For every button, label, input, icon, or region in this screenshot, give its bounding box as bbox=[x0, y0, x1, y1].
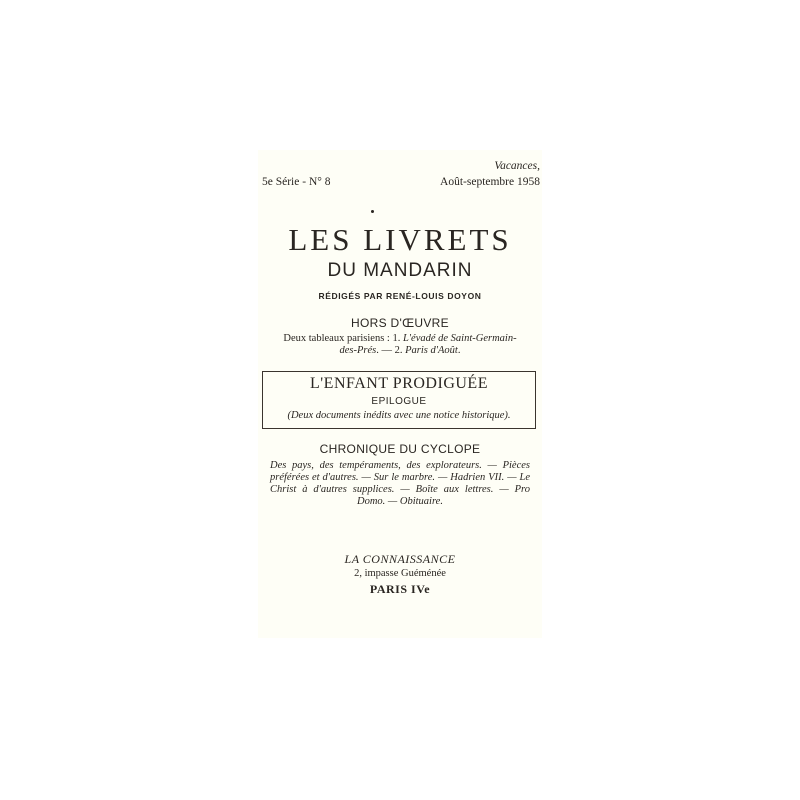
hors-oeuvre-period: . bbox=[457, 345, 461, 356]
book-cover bbox=[258, 150, 542, 638]
feature-box bbox=[262, 371, 536, 429]
hors-oeuvre-title-1-end: des-Prés bbox=[339, 345, 377, 356]
sub-title: DU MANDARIN bbox=[327, 260, 473, 281]
chronique-text: Des pays, des tempéraments, des explorateurs. — Pièces préférées et d'autres. — Sur le marbre. — Hadrien VII. — Le Christ à d'autres supplices. — Boîte aux lettres. — Pro Domo. — Obituaire. bbox=[270, 460, 530, 507]
publisher-address: 2, impasse Guéménée bbox=[354, 568, 446, 579]
hors-oeuvre-line-1 bbox=[258, 333, 542, 345]
publisher-city: PARIS IVe bbox=[369, 582, 431, 596]
feature-title: L'ENFANT PRODIGUÉE bbox=[310, 375, 488, 392]
issue-date: Août-septembre 1958 bbox=[440, 176, 540, 188]
hors-oeuvre-line-2 bbox=[258, 345, 542, 357]
feature-subtitle: EPILOGUE bbox=[371, 396, 427, 407]
ink-dot bbox=[371, 210, 374, 213]
hors-oeuvre-prefix: Deux tableaux parisiens : 1. bbox=[283, 333, 403, 344]
editor-line: RÉDIGÉS PAR RENÉ-LOUIS DOYON bbox=[318, 291, 482, 301]
hors-oeuvre-title-1: L'évadé de Saint-Germain- bbox=[402, 333, 517, 344]
hors-oeuvre-separator: . — 2. bbox=[376, 345, 406, 356]
feature-note: (Deux documents inédits avec une notice historique). bbox=[287, 410, 511, 421]
series-number: 5e Série - N° 8 bbox=[262, 176, 331, 188]
hors-oeuvre-title-2: Paris d'Août bbox=[405, 345, 458, 356]
hors-oeuvre-heading: HORS D'ŒUVRE bbox=[351, 316, 449, 330]
main-title: LES LIVRETS bbox=[288, 222, 512, 257]
chronique-heading: CHRONIQUE DU CYCLOPE bbox=[319, 442, 481, 456]
season-label: Vacances, bbox=[494, 160, 540, 172]
publisher-name: LA CONNAISSANCE bbox=[344, 552, 456, 566]
